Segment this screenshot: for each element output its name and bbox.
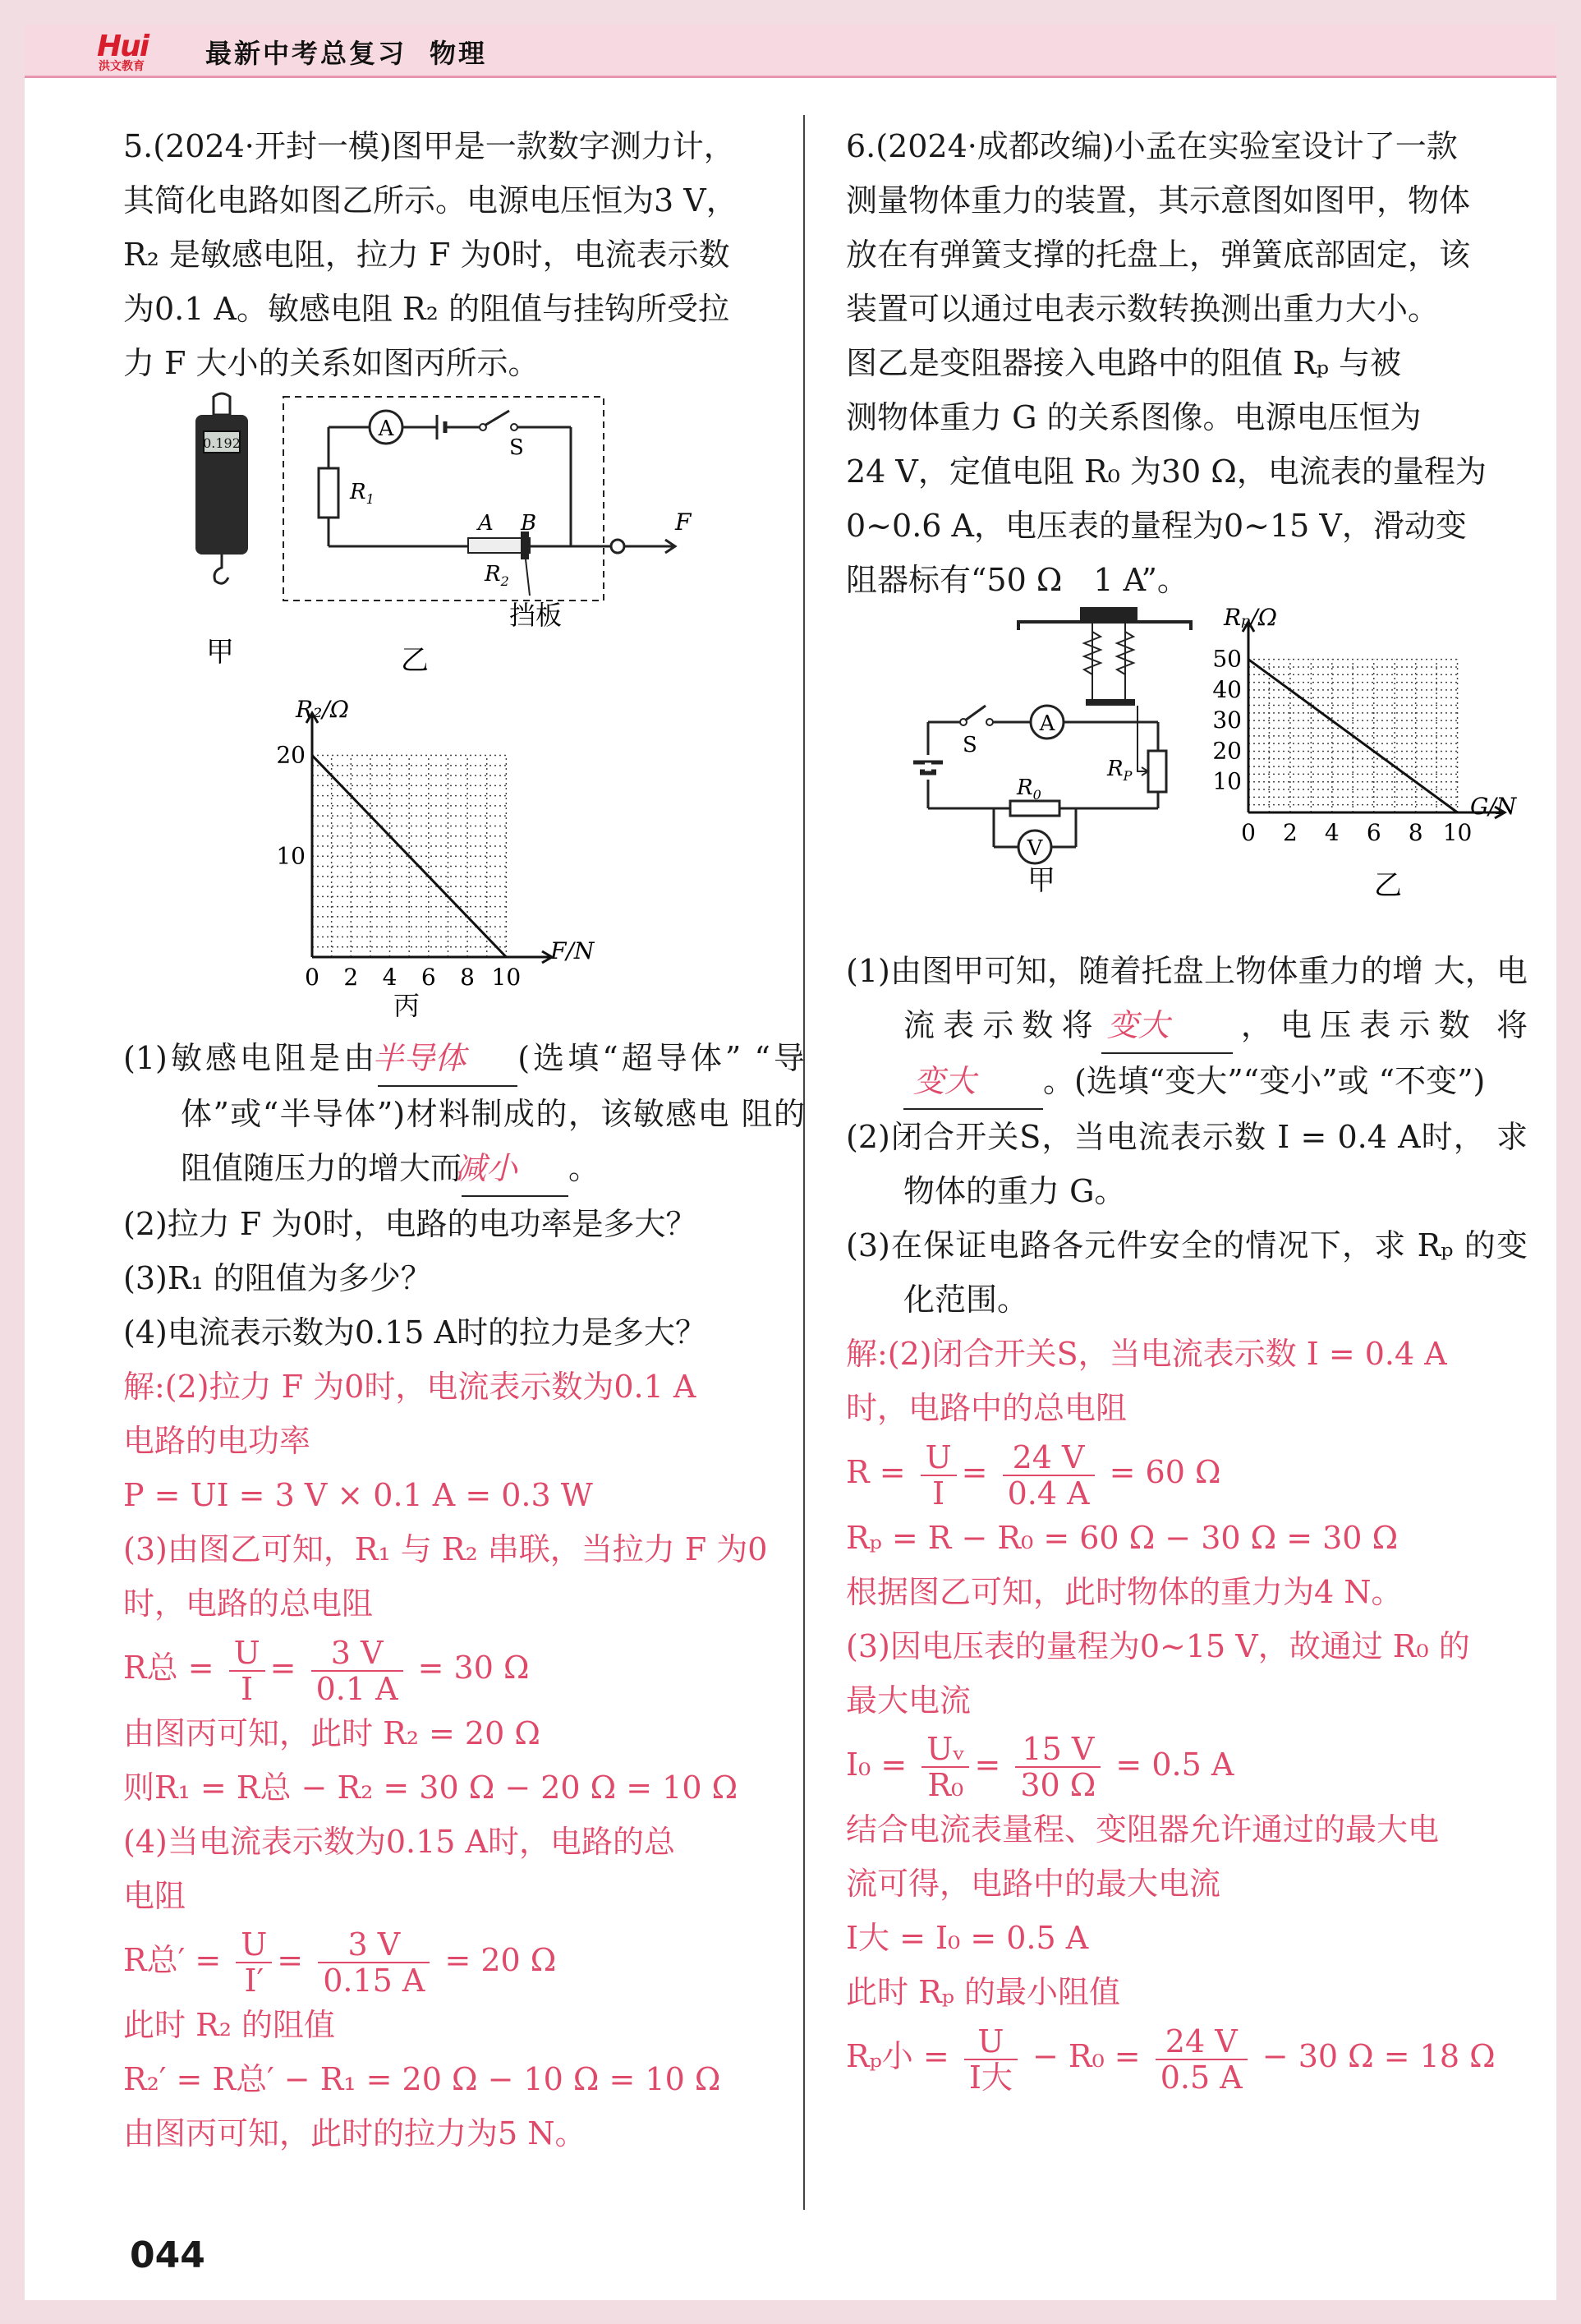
q5-stem-line: 5.(2024·开封一模)图甲是一款数字测力计， (123, 128, 735, 164)
q6-sub2-text: 求物体的重力 G。 (903, 1119, 1528, 1209)
label-jia: 甲 (206, 636, 234, 669)
y-tick-label: 30 (1212, 706, 1242, 734)
solution-line: 解:(2)闭合开关S，当电流表示数 I = 0.4 A (846, 1336, 1447, 1372)
q5-device-and-circuit (123, 390, 805, 686)
q5-sub1-text: “导体”或“半导体”)材料制成的，该敏感电 (181, 1040, 805, 1132)
x-tick-label: 8 (460, 964, 476, 991)
q5-stem-line: R₂ 是敏感电阻，拉力 F 为0时，电流表示数 (123, 237, 730, 273)
q5-answer-blank-2: 减小 (462, 1141, 568, 1197)
chart-title: 丙 (393, 990, 421, 1021)
q6-sub3 (846, 1218, 1528, 1327)
chart-xlabel: F/N (550, 937, 595, 964)
switch-label-s: S (509, 435, 524, 460)
book-title (205, 33, 487, 71)
voltmeter-symbol: V (1027, 836, 1043, 861)
solution-formula: Rₚ小 = $\frac{U}{\text{I大}}$ − R₀ = $\frac{24 V}{0.5 A}$ − 30 Ω = 18 Ω (846, 2023, 1496, 2096)
x-tick-label: 2 (1282, 819, 1298, 846)
solution-line: 时，电路中的总电阻 (846, 1390, 1128, 1426)
q6-stem-line: 放在有弹簧支撑的托盘上，弹簧底部固定，该 (846, 237, 1471, 273)
solution-line: 此时 Rₚ 的最小阻值 (846, 1974, 1120, 2010)
ammeter-symbol: A (1039, 711, 1055, 736)
q6-sub3-text: 的变化范围。 (903, 1227, 1528, 1318)
solution-formula: R = $\frac{U}{I}$ = $\frac{24 V}{0.4 A}$ = 60 Ω (846, 1438, 1221, 1512)
x-tick-label: 8 (1408, 819, 1423, 846)
solution-line: R₂′ = R总′ − R₁ = 20 Ω − 10 Ω = 10 Ω (123, 2061, 721, 2097)
force-gauge-figure (195, 393, 248, 669)
x-tick-label: 6 (421, 964, 436, 991)
q6-stem-line: 阻器标有“50 Ω 1 A”。 (846, 562, 1188, 598)
y-tick-label: 10 (276, 842, 306, 870)
q6-stem-line: 图乙是变阻器接入电路中的阻值 Rₚ 与被 (846, 345, 1401, 381)
solution-formula: R总′ = $\frac{U}{I'}$ = $\frac{3 V}{0.15 A}$ = 20 Ω (123, 1926, 557, 1999)
solution-line: Rₚ = R − R₀ = 60 Ω − 30 Ω = 30 Ω (846, 1519, 1399, 1556)
x-tick-label: 10 (491, 964, 522, 991)
page (25, 25, 1556, 2300)
switch-label-s: S (963, 733, 977, 757)
x-tick-label: 4 (382, 964, 398, 991)
q5-sub4: (4)电流表示数为0.15 A时的拉力是多大？ (123, 1314, 706, 1351)
solution-formula: I₀ = $\frac{\text{Uᵥ}}{\text{R₀}}$ = $\frac{15 V}{30 \Omega}$ = 0.5 A (846, 1731, 1234, 1803)
label-yi: 乙 (401, 644, 429, 677)
point-a-label: A (478, 511, 494, 536)
book-subject: 物理 (430, 38, 488, 69)
q5-solution (123, 1360, 805, 2161)
solution-line: 此时 R₂ 的阻值 (123, 2007, 336, 2043)
logo-subtext: 洪文教育 (99, 60, 145, 73)
q6-sub1-text: 。(选填“变大”“变小”或 (1043, 1063, 1369, 1099)
q6-sub1 (846, 944, 1528, 1110)
q6-device-and-chart (846, 607, 1528, 944)
q6-stem-line: 测物体重力 G 的关系图像。电源电压恒为 (846, 399, 1422, 435)
solution-line: I大 = I₀ = 0.5 A (846, 1920, 1089, 1956)
y-tick-label: 40 (1212, 675, 1242, 703)
chart-ylabel: R₂/Ω (296, 696, 349, 723)
circuit-yi (283, 397, 692, 677)
weighing-circuit-jia (913, 607, 1191, 897)
q6-answer-blank-2: 变大 (903, 1054, 1043, 1110)
x-tick-label: 10 (1442, 819, 1473, 846)
r1-label: $R_1$ (350, 480, 375, 507)
ammeter-symbol: A (378, 416, 394, 441)
force-label-f: F (675, 509, 692, 536)
q6-stem-line: 0~0.6 A，电压表的量程为0~15 V，滑动变 (846, 508, 1467, 544)
solution-line: 由图丙可知，此时的拉力为5 N。 (123, 2115, 586, 2151)
q6-figures (846, 607, 1528, 944)
q5-answer-blank-1: 半导体 (378, 1031, 517, 1087)
q6-sub1-text: 大，电流表示数将 (903, 953, 1528, 1043)
solution-line: 结合电流表量程、变阻器允许通过的最大电 (846, 1811, 1440, 1848)
chart-xlabel: G/N (1470, 793, 1517, 820)
q6-sub1-text: ，电压表示数 (1232, 1007, 1478, 1043)
solution-line: 最大电流 (846, 1682, 972, 1719)
q5-sub1 (123, 1031, 805, 1197)
q6-stem-line: 测量物体重力的装置，其示意图如图甲，物体 (846, 182, 1471, 219)
y-tick-label: 10 (1212, 767, 1242, 795)
x-tick-label: 6 (1366, 819, 1381, 846)
q5-sub1-text: (选填“超导体” (517, 1040, 742, 1076)
q6-stem-line: 24 V，定值电阻 R₀ 为30 Ω，电流表的量程为 (846, 453, 1487, 490)
q5-sub3: (3)R₁ 的阻值为多少？ (123, 1260, 432, 1296)
x-tick-label: 0 (1241, 819, 1256, 846)
solution-line: (3)因电压表的量程为0~15 V，故通过 R₀ 的 (846, 1627, 1470, 1664)
label-jia: 甲 (1027, 864, 1055, 897)
book-title-text: 最新中考总复习 (205, 38, 407, 69)
x-tick-label: 4 (1324, 819, 1340, 846)
solution-line: 时，电路的总电阻 (123, 1585, 374, 1622)
q6-sub3-text: (3)在保证电路各元件安全的情况下，求 Rₚ (846, 1227, 1454, 1263)
y-tick-label: 20 (276, 741, 306, 769)
r0-label: $R_0$ (1017, 775, 1041, 803)
q6-sub1-text: “不变”) (1378, 1063, 1486, 1099)
gauge-display: 0.192 (203, 435, 241, 451)
q5-graph-bing (123, 686, 805, 1031)
baffle-label: 挡板 (509, 600, 563, 631)
solution-line: 由图丙可知，此时 R₂ = 20 Ω (123, 1714, 540, 1751)
question-5 (123, 119, 805, 2161)
q5-sub1-text: 阻的阻值随压力的增大而 (181, 1096, 805, 1186)
q6-sub2-text: (2)闭合开关S，当电流表示数 I = 0.4 A时， (846, 1119, 1486, 1155)
r2-force-chart (123, 686, 805, 1031)
q6-solution (846, 1327, 1528, 2095)
q5-sub1-text: (1)敏感电阻是由 (123, 1040, 379, 1076)
q6-sub1-text: (1)由图甲可知，随着托盘上物体重力的增 (846, 953, 1424, 989)
y-tick-label: 20 (1212, 737, 1242, 765)
publisher-logo (97, 30, 195, 72)
q5-sub2: (2)拉力 F 为0时，电路的电功率是多大？ (123, 1206, 697, 1242)
solution-line: 解:(2)拉力 F 为0时，电流表示数为0.1 A (123, 1369, 696, 1405)
q5-stem-line: 为0.1 A。敏感电阻 R₂ 的阻值与挂钩所受拉 (123, 291, 729, 327)
solution-formula: R总 = $\frac{U}{I}$ = $\frac{3 V}{0.1 A}$ = 30 Ω (123, 1634, 530, 1707)
solution-line: (3)由图乙可知，R₁ 与 R₂ 串联，当拉力 F 为0 (123, 1531, 768, 1567)
solution-line: 电阻 (123, 1877, 186, 1914)
solution-line: 根据图乙可知，此时物体的重力为4 N。 (846, 1573, 1403, 1610)
point-b-label: B (521, 511, 537, 536)
q6-sub2 (846, 1110, 1528, 1218)
solution-line: P = UI = 3 V × 0.1 A = 0.3 W (123, 1477, 593, 1513)
q5-stem-line: 其简化电路如图乙所示。电源电压恒为3 V， (123, 182, 738, 219)
question-6 (846, 119, 1528, 2095)
q6-sub1-text: 将 (1496, 1007, 1528, 1043)
q6-stem-line: 6.(2024·成都改编)小孟在实验室设计了一款 (846, 128, 1458, 164)
page-number: 044 (130, 2234, 205, 2276)
q6-stem-line: 装置可以通过电表示数转换测出重力大小。 (846, 291, 1440, 327)
solution-line: 流可得，电路中的最大电流 (846, 1866, 1221, 1902)
q5-stem-line: 力 F 大小的关系如图丙所示。 (123, 345, 540, 381)
q6-answer-blank-1: 变大 (1101, 998, 1233, 1054)
chart-ylabel: Rₚ/Ω (1224, 607, 1277, 631)
y-tick-label: 50 (1212, 645, 1242, 673)
solution-line: 电路的电功率 (123, 1423, 311, 1459)
logo-mark: Hui (97, 30, 149, 63)
header-rule (25, 76, 1556, 78)
x-tick-label: 0 (305, 964, 319, 991)
r2-label: $R_2$ (485, 562, 509, 589)
rp-label: $R_P$ (1107, 757, 1133, 784)
x-tick-label: 2 (343, 964, 359, 991)
solution-line: (4)当电流表示数为0.15 A时，电路的总 (123, 1823, 675, 1860)
solution-line: 则R₁ = R总 − R₂ = 30 Ω − 20 Ω = 10 Ω (123, 1769, 738, 1806)
chart-title: 乙 (1374, 869, 1402, 902)
q5-sub1-text: 。 (568, 1150, 600, 1186)
q5-figures-jia-yi (123, 390, 805, 686)
